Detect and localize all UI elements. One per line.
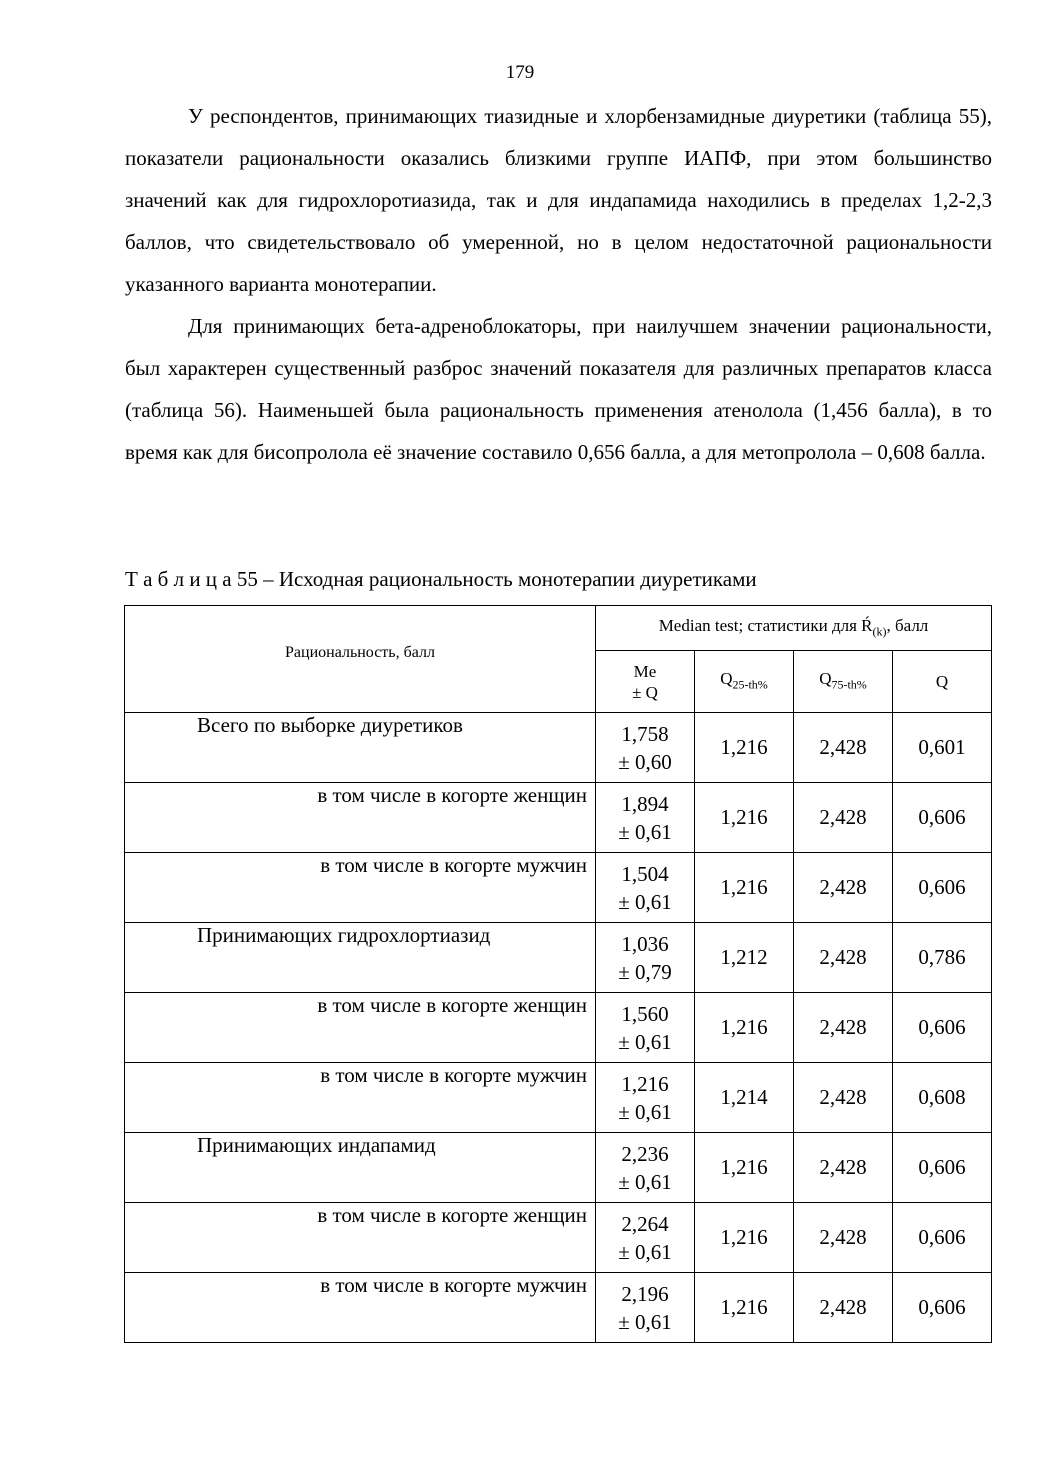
cell-q: 0,608: [893, 1063, 992, 1133]
cell-me: 1,894 ± 0,61: [596, 783, 695, 853]
header-q: Q: [893, 651, 992, 713]
cell-q: 0,606: [893, 1133, 992, 1203]
row-label: Всего по выборке диуретиков: [125, 713, 596, 783]
table-row: [125, 993, 992, 1063]
cell-q: 0,606: [893, 1273, 992, 1343]
cell-q: 0,606: [893, 783, 992, 853]
table-row: [125, 1203, 992, 1273]
row-label: в том числе в когорте мужчин: [125, 1273, 596, 1343]
header-me-q: Me ± Q: [596, 651, 695, 713]
row-label: в том числе в когорте женщин: [125, 993, 596, 1063]
cell-me: 2,196 ± 0,61: [596, 1273, 695, 1343]
header-q25: $Q_{25-th\%}$: [695, 651, 794, 713]
cell-q75: 2,428: [794, 783, 893, 853]
row-label: в том числе в когорте мужчин: [125, 1063, 596, 1133]
table-row: [125, 783, 992, 853]
cell-me: 1,036 ± 0,79: [596, 923, 695, 993]
cell-me: 1,216 ± 0,61: [596, 1063, 695, 1133]
cell-q75: 2,428: [794, 1133, 893, 1203]
paragraph: Для принимающих бета-адреноблокаторы, при наилучшем значении рациональности, был характерен существенный разброс значений показателя для различных препаратов класса (таблица 56). Наименьшей была рациональность применения атенолола (1,456 балла), в то время как для бисопролола её значение составило 0,656 балла, а для метопролола – 0,608 балла.: [125, 314, 992, 464]
table-row: [125, 853, 992, 923]
header-q75: $Q_{75-th\%}$: [794, 651, 893, 713]
cell-q: 0,601: [893, 713, 992, 783]
row-label: в том числе в когорте мужчин: [125, 853, 596, 923]
table-caption: Т а б л и ц а 55 – Исходная рациональность монотерапии диуретиками: [125, 567, 757, 591]
cell-q: 0,606: [893, 853, 992, 923]
cell-q25: 1,216: [695, 1273, 794, 1343]
cell-q75: 2,428: [794, 1203, 893, 1273]
row-label: в том числе в когорте женщин: [125, 1203, 596, 1273]
header-median-test: Median test; статистики для $Ŕ_{(k)}$, балл: [596, 606, 992, 651]
cell-q25: 1,216: [695, 783, 794, 853]
cell-me: 1,504 ± 0,61: [596, 853, 695, 923]
cell-me: 1,758 ± 0,60: [596, 713, 695, 783]
cell-q25: 1,212: [695, 923, 794, 993]
header-rationality: Рациональность, балл: [125, 606, 596, 713]
body-text: [125, 95, 992, 473]
cell-q: 0,606: [893, 1203, 992, 1273]
cell-q75: 2,428: [794, 1273, 893, 1343]
table-row: [125, 713, 992, 783]
cell-q25: 1,216: [695, 993, 794, 1063]
rationality-table: [124, 605, 992, 1343]
row-label: в том числе в когорте женщин: [125, 783, 596, 853]
cell-q: 0,786: [893, 923, 992, 993]
page-number: 179: [505, 62, 535, 83]
cell-q25: 1,216: [695, 853, 794, 923]
cell-q75: 2,428: [794, 713, 893, 783]
cell-q: 0,606: [893, 993, 992, 1063]
cell-q75: 2,428: [794, 993, 893, 1063]
table-row: [125, 1133, 992, 1203]
row-label: Принимающих индапамид: [125, 1133, 596, 1203]
cell-me: 1,560 ± 0,61: [596, 993, 695, 1063]
cell-q75: 2,428: [794, 853, 893, 923]
cell-q75: 2,428: [794, 923, 893, 993]
paragraph: У респондентов, принимающих тиазидные и хлорбензамидные диуретики (таблица 55), показатели рациональности оказались близкими группе ИАПФ, при этом большинство значений как для гидрохлоротиазида, так и для индапамида находились в пределах 1,2-2,3 баллов, что свидетельствовало об умеренной, но в целом недостаточной рациональности указанного варианта монотерапии.: [125, 104, 992, 296]
cell-q75: 2,428: [794, 1063, 893, 1133]
row-label: Принимающих гидрохлортиазид: [125, 923, 596, 993]
cell-q25: 1,214: [695, 1063, 794, 1133]
table-row: [125, 1063, 992, 1133]
cell-q25: 1,216: [695, 1133, 794, 1203]
cell-q25: 1,216: [695, 713, 794, 783]
cell-me: 2,264 ± 0,61: [596, 1203, 695, 1273]
cell-me: 2,236 ± 0,61: [596, 1133, 695, 1203]
table-row: [125, 923, 992, 993]
table-row: [125, 1273, 992, 1343]
cell-q25: 1,216: [695, 1203, 794, 1273]
